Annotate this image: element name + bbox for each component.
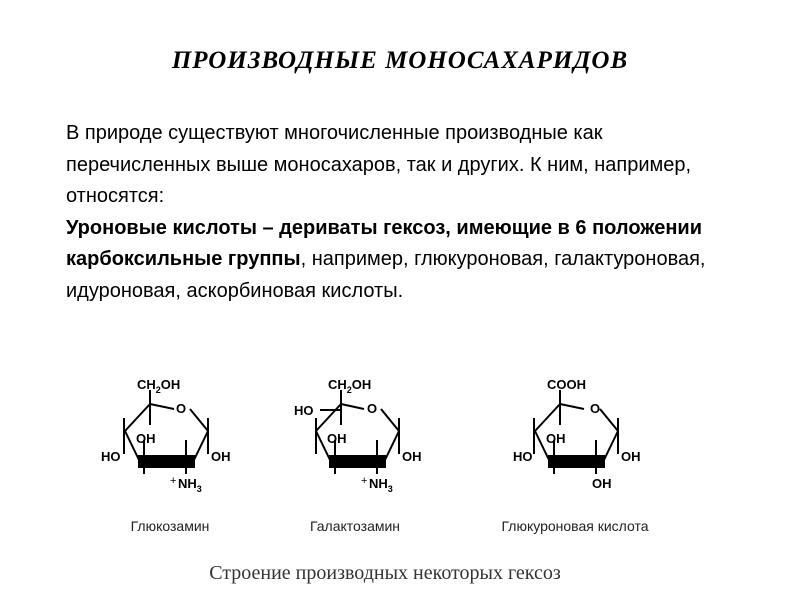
structure-name: Глюкуроновая кислота	[501, 518, 649, 534]
amine-label: NH	[178, 476, 197, 491]
c1-oh-label: OH	[621, 449, 641, 464]
uronic-definition: Уроновые кислоты – дериваты гексоз, имеющие в 6 положении карбоксильные группы	[66, 216, 702, 270]
c1-oh-label: OH	[402, 449, 422, 464]
figure-caption: Строение производных некоторых гексоз	[209, 562, 561, 584]
ch2oh-label: CH	[328, 377, 347, 392]
svg-text:CH2OH: $CH_2OH$	[328, 377, 372, 395]
c4-ho-label: HO	[513, 449, 533, 464]
ring-oxygen-label: O	[176, 401, 187, 416]
uronic-examples: , например, глюкуроновая, галактуроновая, идуроновая, аскорбиновая кислоты.	[66, 248, 706, 302]
slide-title: ПРОИЗВОДНЫЕ МОНОСАХАРИДОВ	[171, 47, 629, 74]
c3-oh-label: OH	[136, 431, 156, 446]
structure-glucosamine	[101, 377, 231, 534]
ring-oxygen-label: O	[367, 401, 378, 416]
structure-name: Глюкозамин	[130, 518, 210, 534]
c2-oh-label: OH	[592, 476, 612, 491]
svg-text:+: +	[170, 475, 177, 487]
amine-label: NH	[369, 476, 388, 491]
cooh-label: COOH	[547, 377, 586, 392]
structure-name: Галактозамин	[309, 518, 401, 534]
svg-text:NH3: $NH_3$	[369, 476, 393, 494]
ch2oh-label: CH	[137, 377, 156, 392]
ring-oxygen-label: O	[590, 401, 601, 416]
c1-oh-label: OH	[211, 449, 231, 464]
c3-oh-label: OH	[327, 431, 347, 446]
intro-paragraph: В природе существуют многочисленные производные как перечисленных выше моносахаров, так и других. К ним, например, относятся:	[66, 122, 692, 207]
svg-text:NH3: $NH_3$	[178, 476, 202, 494]
c3-oh-label: OH	[546, 431, 566, 446]
svg-text:CH2OH: $CH_2OH$	[137, 377, 181, 395]
structure-galactosamine	[294, 377, 422, 534]
c4-ho-label: HO	[294, 403, 314, 418]
structure-glucuronic-acid	[501, 377, 648, 534]
c4-ho-label: HO	[101, 449, 121, 464]
svg-text:+: +	[361, 475, 368, 487]
